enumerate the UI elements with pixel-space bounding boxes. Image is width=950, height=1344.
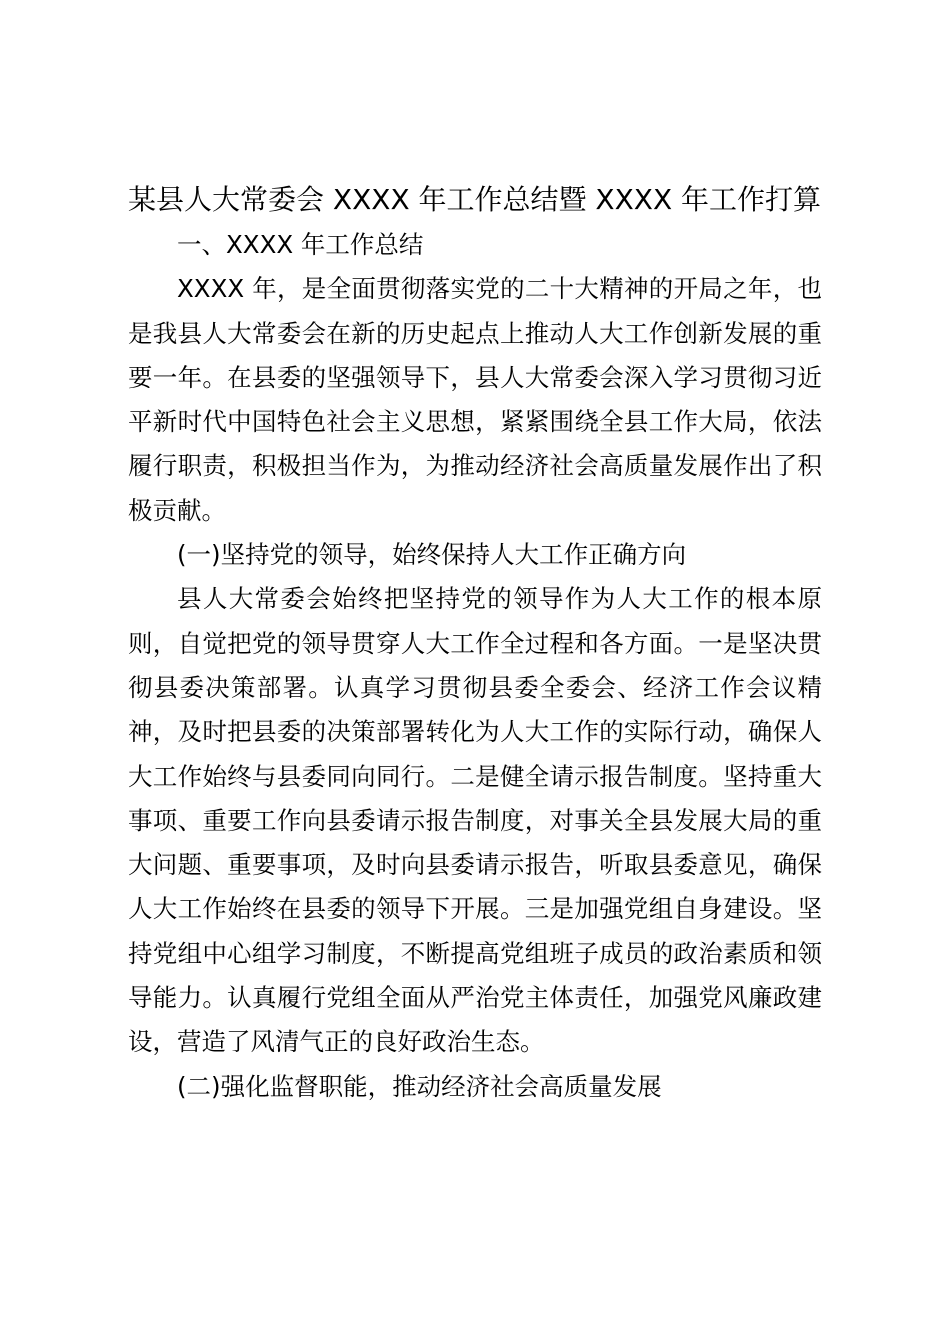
document-body xyxy=(128,223,822,1109)
section-heading-work-summary: 一、XXXX 年工作总结 xyxy=(177,230,424,259)
document-title: 某县人大常委会 XXXX 年工作总结暨 XXXX 年工作打算 xyxy=(128,183,822,216)
party-leadership-paragraph: 县人大常委会始终把坚持党的领导作为人大工作的根本原则，自觉把党的领导贯穿人大工作全过程和各方面。一是坚决贯彻县委决策部署。认真学习贯彻县委全委会、经济工作会议精神，及时把县委的决策部署转化为人大工作的实际行动，确保人大工作始终与县委同向同行。二是健全请示报告制度。坚持重大事项、重要工作向县委请示报告制度，对事关全县发展大局的重大问题、重要事项，及时向县委请示报告，听取县委意见，确保人大工作始终在县委的领导下开展。三是加强党组自身建设。坚持党组中心组学习制度，不断提高党组班子成员的政治素质和领导能力。认真履行党组全面从严治党主体责任，加强党风廉政建设，营造了风清气正的良好政治生态。 xyxy=(128,584,822,1057)
subsection-heading-party-leadership: (一)坚持党的领导，始终保持人大工作正确方向 xyxy=(177,540,687,570)
subsection-heading-supervision: (二)强化监督职能，推动经济社会高质量发展 xyxy=(177,1071,662,1101)
intro-paragraph: XXXX 年，是全面贯彻落实党的二十大精神的开局之年，也是我县人大常委会在新的历史起点上推动人大工作创新发展的重要一年。在县委的坚强领导下，县人大常委会深入学习贯彻习近平新时代中国特色社会主义思想，紧紧围绕全县工作大局，依法履行职责，积极担当作为，为推动经济社会高质量发展作出了积极贡献。 xyxy=(128,274,822,525)
